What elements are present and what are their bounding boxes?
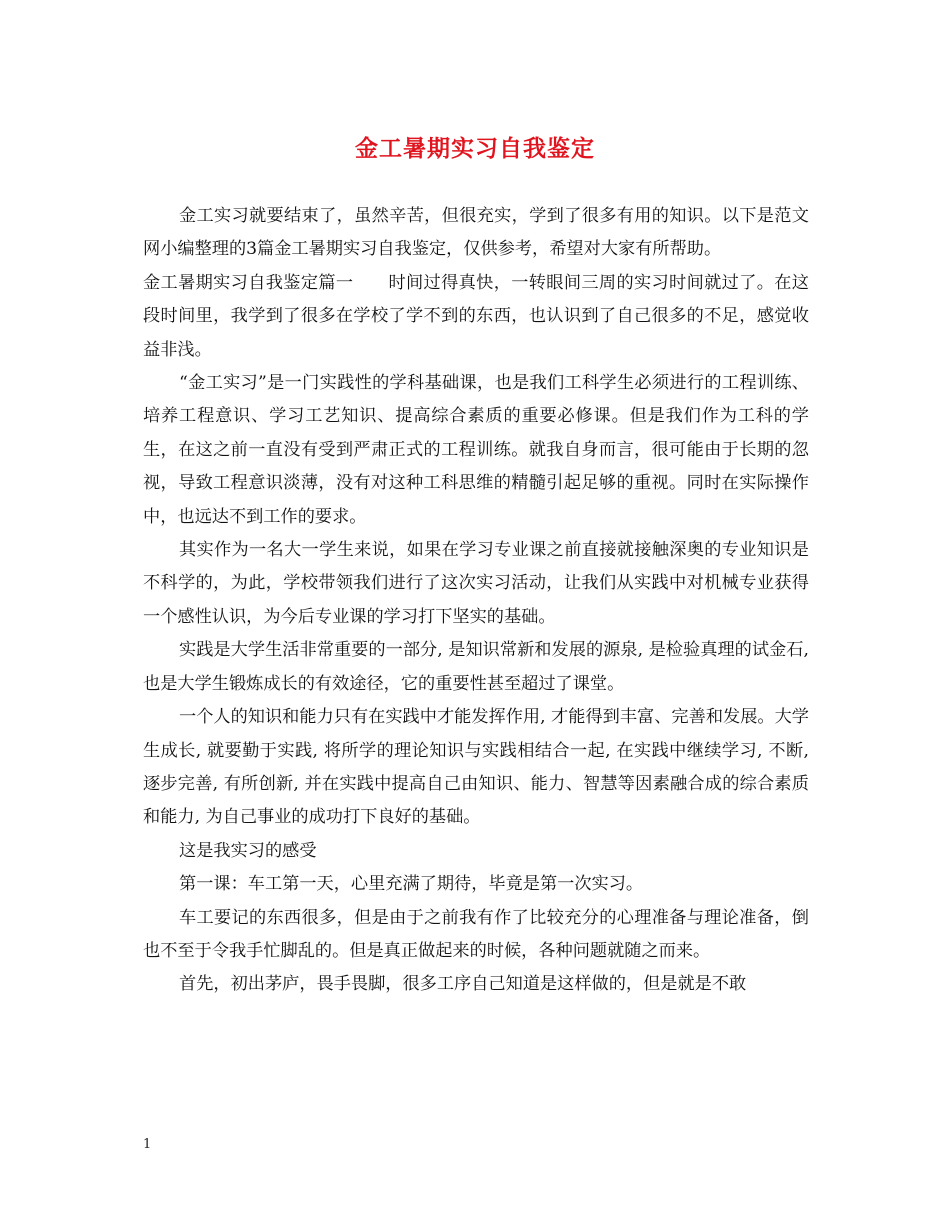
paragraph: “金工实习”是一门实践性的学科基础课，也是我们工科学生必须进行的工程训练、培养工程意识、学习工艺知识、提高综合素质的重要必修课。但是我们作为工科的学生，在这之前一直没有受到严肃正式的工程训练。就我自身而言，很可能由于长期的忽视，导致工程意识淡薄，没有对这种工科思维的精髓引起足够的重视。同时在实际操作中，也远达不到工作的要求。 (143, 373, 809, 527)
paragraph: 金工实习就要结束了，虽然辛苦，但很充实，学到了很多有用的知识。以下是范文网小编整理的3篇金工暑期实习自我鉴定，仅供参考，希望对大家有所帮助。 (143, 206, 809, 260)
paragraph: 其实作为一名大一学生来说，如果在学习专业课之前直接就接触深奥的专业知识是不科学的，为此，学校带领我们进行了这次实习活动，让我们从实践中对机械专业获得一个感性认识，为今后专业课的学习打下坚实的基础。 (143, 540, 809, 627)
page-number: 1 (143, 1137, 152, 1152)
document-title: 金工暑期实习自我鉴定 (355, 135, 595, 162)
document-body (143, 200, 809, 1002)
paragraph: 金工暑期实习自我鉴定篇一 时间过得真快，一转眼间三周的实习时间就过了。在这段时间里，我学到了很多在学校了学不到的东西，也认识到了自己很多的不足，感觉收益非浅。 (143, 272, 809, 360)
paragraph: 车工要记的东西很多，但是由于之前我有作了比较充分的心理准备与理论准备，倒也不至于令我手忙脚乱的。但是真正做起来的时候，各种问题就随之而来。 (143, 907, 809, 961)
paragraph: 首先，初出茅庐，畏手畏脚，很多工序自己知道是这样做的，但是就是不敢 (179, 974, 747, 995)
paragraph: 第一课：车工第一天，心里充满了期待，毕竟是第一次实习。 (179, 874, 644, 895)
paragraph: 一个人的知识和能力只有在实践中才能发挥作用, 才能得到丰富、完善和发展。大学生成长, 就要勤于实践, 将所学的理论知识与实践相结合一起, 在实践中继续学习, 不断, 逐步完善, 有所创新, 并在实践中提高自己由知识、能力、智慧等因素融合成的综合素质和能力, 为自己事业的成功打下良好的基础。 (143, 707, 809, 828)
paragraph: 实践是大学生活非常重要的一部分, 是知识常新和发展的源泉, 是检验真理的试金石, 也是大学生锻炼成长的有效途径，它的重要性甚至超过了课堂。 (143, 640, 809, 694)
paragraph: 这是我实习的感受 (179, 840, 317, 861)
